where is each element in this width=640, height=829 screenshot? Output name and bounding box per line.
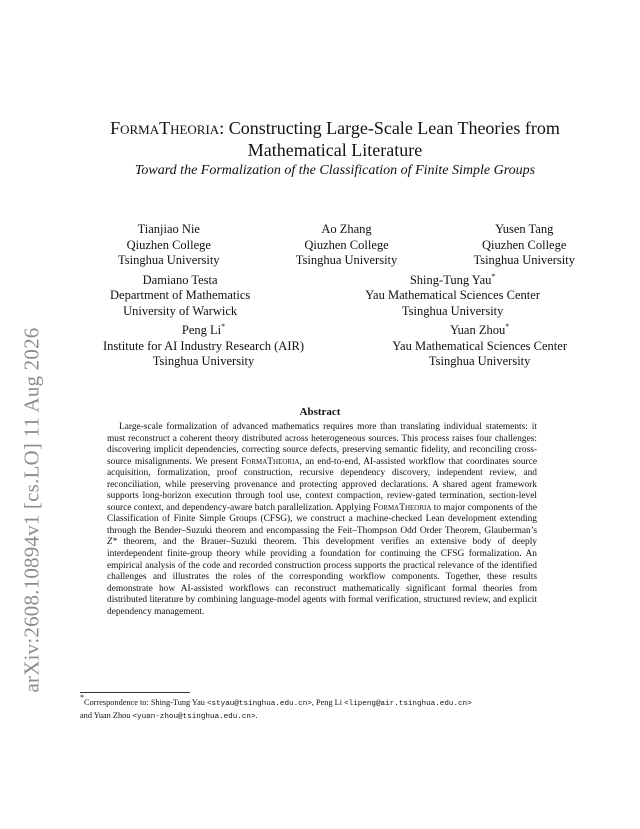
- correspondence-footnote: [80, 693, 580, 723]
- author-affiliation: Tsinghua University: [473, 253, 575, 267]
- arxiv-identifier[interactable]: arXiv:2608.10894v1 [cs.LO] 11 Aug 2026: [19, 327, 44, 693]
- author-name: Peng Li: [181, 323, 222, 337]
- abstract-text: to major components of the Classification of Finite Simple Groups (CFSG), we construct a machine-checked Lean development extending through the Bender–Suzuki theorem and encompassing the Feit–Thompson Odd Order Theorem, Glauberman’s: [107, 502, 537, 536]
- title-system-name: FormaTheoria: [110, 118, 220, 138]
- author-name: Damiano Testa: [142, 272, 218, 287]
- author-name: Ao Zhang: [321, 222, 372, 236]
- abstract-body: [107, 422, 537, 618]
- abstract-heading: Abstract: [299, 406, 341, 418]
- author-affiliation: Tsinghua University: [118, 253, 220, 267]
- author-affiliation: Qiuzhen College: [304, 237, 389, 252]
- author-name: Yuan Zhou: [450, 323, 506, 337]
- author-name: Shing-Tung Yau: [409, 272, 492, 287]
- author-card: [118, 222, 220, 269]
- author-affiliation: Tsinghua University: [295, 253, 398, 267]
- author-name: Yusen Tang: [495, 222, 554, 236]
- author-affiliation: Yau Mathematical Sciences Center: [392, 338, 567, 353]
- title-line-2: Mathematical Literature: [247, 140, 423, 160]
- author-affiliation: Qiuzhen College: [482, 237, 567, 252]
- paper-title: [70, 117, 600, 161]
- footnote-text: .: [255, 711, 258, 720]
- author-card: [110, 273, 250, 320]
- author-affiliation: Institute for AI Industry Research (AIR): [103, 338, 304, 353]
- author-affiliation: University of Warwick: [123, 303, 238, 318]
- author-affiliation: Tsinghua University: [152, 354, 255, 368]
- author-affiliation: Yau Mathematical Sciences Center: [365, 288, 540, 302]
- corresponding-mark: *: [221, 322, 226, 331]
- footnote-rule: [80, 692, 190, 693]
- author-block: [80, 222, 590, 374]
- corresponding-mark: *: [491, 271, 496, 281]
- author-affiliation: Tsinghua University: [428, 354, 531, 368]
- author-affiliation: Department of Mathematics: [110, 288, 251, 302]
- footnote-text: , Peng Li: [311, 698, 345, 707]
- email-link[interactable]: <yuan-zhou@tsinghua.edu.cn>: [132, 713, 256, 721]
- author-card: [473, 222, 575, 269]
- footnote-mark: *: [80, 693, 84, 702]
- z-star-symbol: Z*: [107, 537, 117, 548]
- author-affiliation: Qiuzhen College: [126, 237, 211, 252]
- abstract-text: theorem, and the Brauer–Suzuki theorem. This development verifies an extensive body of deeply interdependent finite-group theory while providing a foundation for continuing the CFSG formalization. An empirical analysis of the code and recorded construction process supports the practical relevance of the identified challenges and illustrates the roles of the corresponding workflow components. Together, these results demonstrate how AI-assisted workflows can reconstruct mathematically significant formal theories from distributed literature by combining language-model agents with formal verification, structured review, and explicit dependency management.: [107, 537, 537, 617]
- title-line-1: : Constructing Large-Scale Lean Theories from: [219, 118, 560, 138]
- author-card: [296, 222, 398, 269]
- corresponding-mark: *: [505, 322, 510, 331]
- system-name: FormaTheoria: [241, 456, 300, 467]
- system-name: FormaTheoria: [373, 502, 432, 513]
- email-link[interactable]: <lipeng@air.tsinghua.edu.cn>: [344, 700, 472, 708]
- footnote-text: and Yuan Zhou: [80, 711, 133, 720]
- author-card: [365, 273, 540, 320]
- footnote-text: Correspondence to: Shing-Tung Yau: [84, 698, 207, 707]
- author-affiliation: Tsinghua University: [401, 303, 504, 318]
- arxiv-sidebar: [14, 300, 50, 720]
- abstract-text: , an end-to-end, AI-assisted workflow that coordinates source acquisition, formalization, proof construction, recursive dependency discovery, independent review, and reconciliation, while preserving provenance and protecting approved declarations. A shared agent framework supports long-horizon execution through tool use, context compaction, review-gated termination, section-level source context, and dependency-aware batch parallelization. Applying: [107, 456, 537, 513]
- abstract-text: Large-scale formalization of advanced mathematics requires more than translating individual statements: it must reconstruct a coherent theory distributed across heterogeneous sources. This process raises four challenges: discovering implicit dependencies, correcting source defects, preserving semantic fidelity, and reconciling cross-source misalignments. We present: [107, 422, 537, 467]
- author-name: Tianjiao Nie: [137, 222, 200, 236]
- author-card: [103, 323, 304, 370]
- author-card: [392, 323, 567, 370]
- paper-subtitle: Toward the Formalization of the Classification of Finite Simple Groups: [134, 163, 536, 178]
- email-link[interactable]: <styau@tsinghua.edu.cn>: [207, 700, 312, 708]
